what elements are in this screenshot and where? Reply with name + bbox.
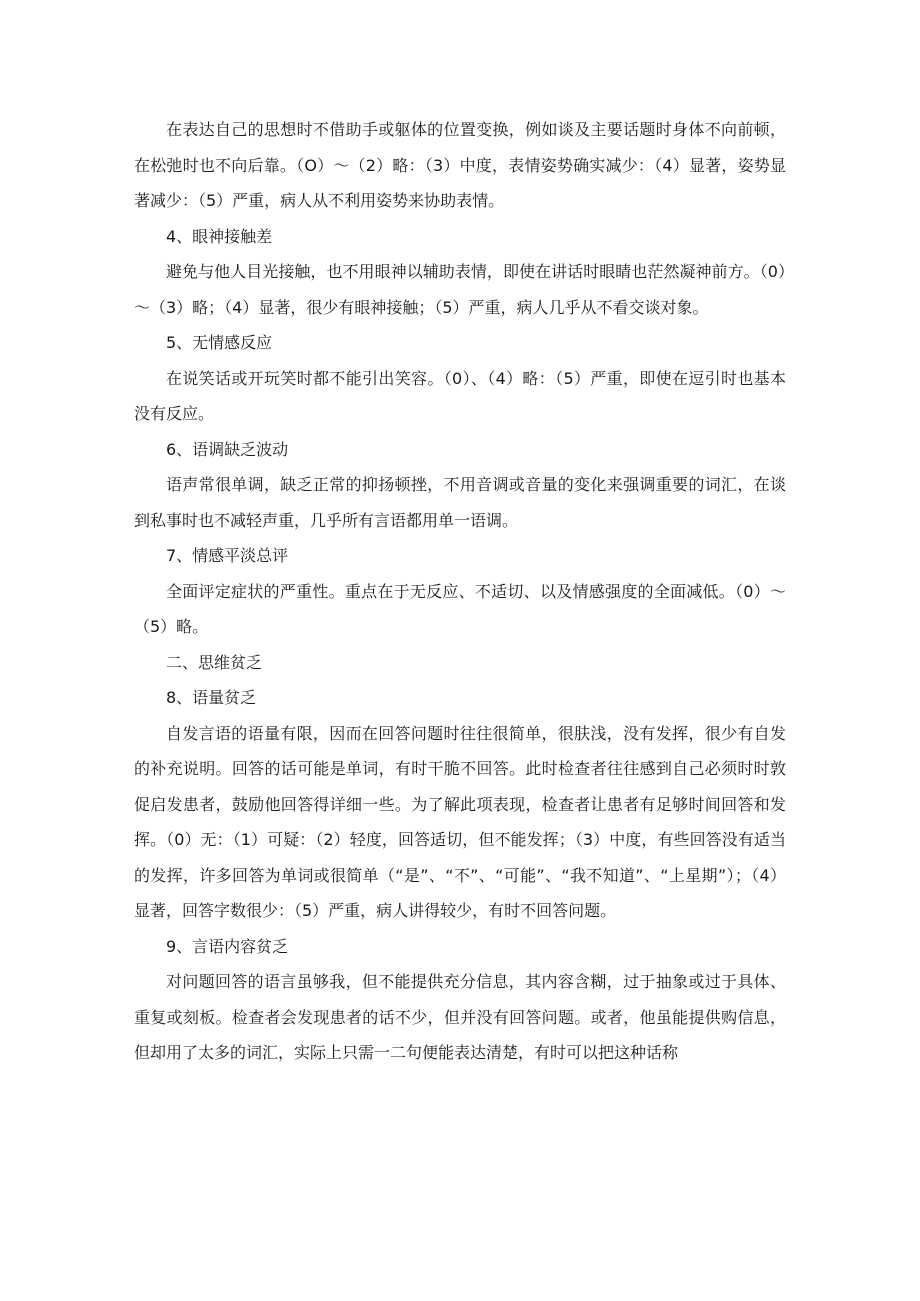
paragraph-no-affective-response: 在说笑话或开玩笑时都不能引出笑容。（0）、（4）略：（5）严重，即使在逗引时也基本没有反应。 <box>134 368 786 423</box>
heading-poverty-of-speech: 8、语量贫乏 <box>166 688 257 707</box>
paragraph-poverty-of-speech: 自发言语的语量有限，因而在回答问题时往往很简单，很肤浅，没有发挥，很少有自发的补充说明。回答的话可能是单词，有时干脆不回答。此时检查者往往感到自己必须时时敦促启发患者，鼓励他回答得详细一些。为了解此项表现，检查者让患者有足够时间回答和发挥。（0）无：（1）可疑：（2）轻度，回答适切，但不能发挥；（3）中度，有些回答没有适当的发挥，许多回答为单词或很简单（“是”、“不”、“可能”、“我不知道”、“上星期”）；（4）显著，回答字数很少：（5）严重，病人讲得较少，有时不回答问题。 <box>134 723 786 920</box>
paragraph-eye-contact: 避免与他人目光接触，也不用眼神以辅助表情，即使在讲话时眼睛也茫然凝神前方。（0）～（3）略；（4）显著，很少有眼神接触；（5）严重，病人几乎从不看交谈对象。 <box>134 262 786 317</box>
heading-monotone: 6、语调缺乏波动 <box>166 439 289 459</box>
paragraph-poverty-of-content: 对问题回答的语言虽够我，但不能提供充分信息，其内容含糊，过于抽象或过于具体、重复或刻板。检查者会发现患者的话不少，但并没有回答问题。或者，他虽能提供购信息，但却用了太多的词汇，实际上只需一二句便能表达清楚，有时可以把这种话称 <box>134 972 786 1062</box>
paragraph-flat-affect-global: 全面评定症状的严重性。重点在于无反应、不适切、以及情感强度的全面减低。（0）～（5）略。 <box>134 581 786 636</box>
section-heading-alogia: 二、思维贫乏 <box>166 652 263 672</box>
paragraph-gesture: 在表达自己的思想时不借助手或躯体的位置变换，例如谈及主要话题时身体不向前顿，在松弛时也不向后靠。（O）～（2）略：（3）中度，表情姿势确实减少：（4）显著，姿势显著减少：（5）严重，病人从不利用姿势来协助表情。 <box>134 120 786 210</box>
paragraph-monotone: 语声常很单调，缺乏正常的抑扬顿挫，不用音调或音量的变化来强调重要的词汇，在谈到私事时也不减轻声重，几乎所有言语都用单一语调。 <box>134 475 786 530</box>
document-body <box>134 112 786 1071</box>
heading-eye-contact: 4、眼神接触差 <box>166 226 273 246</box>
heading-poverty-of-content: 9、言语内容贫乏 <box>166 936 289 956</box>
heading-no-affective-response: 5、无情感反应 <box>166 333 273 352</box>
heading-flat-affect-global: 7、情感平淡总评 <box>166 546 289 565</box>
